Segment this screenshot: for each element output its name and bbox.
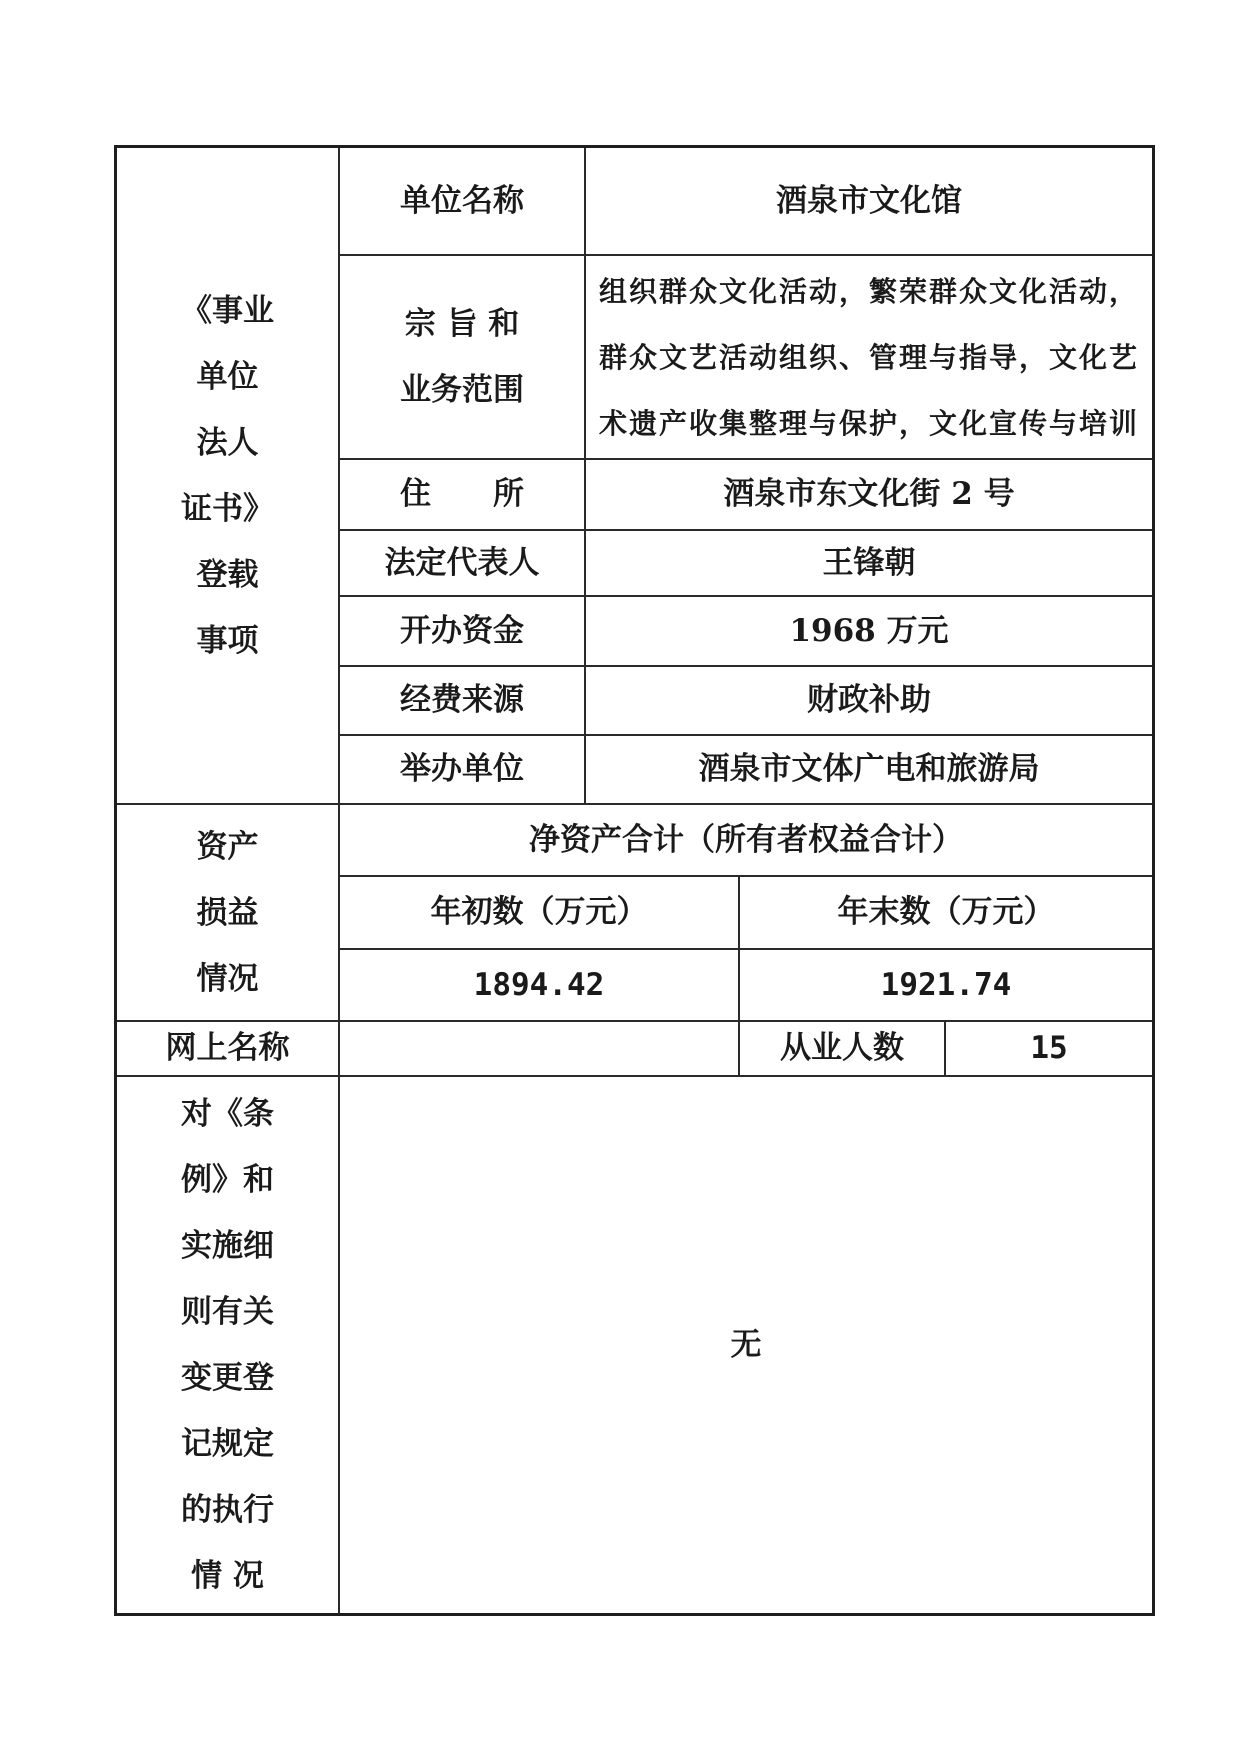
- regulation-compliance-value: 无: [730, 1326, 762, 1363]
- legal-representative-label: 法定代表人: [384, 544, 540, 581]
- begin-year-value: 1894.42: [473, 966, 605, 1003]
- heading-line: 实施细: [181, 1228, 274, 1264]
- scope-line: 组织群众文化活动，繁荣群众文化活动，: [599, 275, 1137, 308]
- end-year-value: 1921.74: [880, 966, 1012, 1003]
- assets-heading: [117, 805, 338, 1020]
- heading-line: 事项: [196, 622, 259, 659]
- sponsor-unit-label: 举办单位: [400, 751, 524, 787]
- address-value: 酒泉市东文化街 2 号: [723, 476, 1015, 512]
- begin-year-label: 年初数（万元）: [430, 894, 648, 930]
- staff-count-value: 15: [1030, 1030, 1068, 1066]
- start-capital-value: 1968 万元: [789, 612, 949, 649]
- heading-line: 例》和: [181, 1162, 274, 1198]
- net-assets-title: 净资产合计（所有者权益合计）: [529, 821, 963, 858]
- heading-line: 《事业: [181, 292, 274, 329]
- address-label: 住 所: [400, 476, 524, 512]
- funding-source-value: 财政补助: [807, 682, 931, 718]
- heading-line: 则有关: [181, 1294, 274, 1330]
- online-name-label: 网上名称: [165, 1030, 290, 1066]
- unit-name-label: 单位名称: [400, 182, 524, 219]
- heading-line: 损益: [196, 894, 259, 931]
- label-line: 宗 旨 和: [404, 306, 520, 342]
- heading-line: 登载: [196, 556, 259, 593]
- certificate-heading: [117, 148, 338, 803]
- regulation-compliance-heading: [117, 1077, 338, 1613]
- unit-name-value: 酒泉市文化馆: [776, 182, 962, 219]
- funding-source-label: 经费来源: [400, 682, 524, 718]
- purpose-scope-label: [340, 256, 584, 458]
- heading-line: 的执行: [181, 1492, 274, 1528]
- purpose-scope-value: [599, 259, 1137, 457]
- scope-line: 群众文艺活动组织、管理与指导，文化艺: [599, 341, 1137, 374]
- heading-line: 变更登: [181, 1360, 274, 1396]
- end-year-label: 年末数（万元）: [837, 894, 1055, 930]
- online-name-value: [340, 1022, 738, 1075]
- heading-line: 法人: [196, 424, 259, 461]
- registration-table: [114, 145, 1155, 1616]
- scope-line: 术遗产收集整理与保护，文化宣传与培训: [599, 407, 1137, 440]
- heading-line: 单位: [196, 358, 259, 395]
- heading-line: 记规定: [181, 1426, 274, 1462]
- staff-count-label: 从业人数: [780, 1030, 904, 1066]
- heading-line: 资产: [196, 828, 259, 865]
- heading-line: 证书》: [181, 490, 274, 527]
- sponsor-unit-value: 酒泉市文体广电和旅游局: [698, 751, 1040, 787]
- heading-line: 对《条: [181, 1096, 274, 1132]
- heading-line: 情况: [196, 960, 259, 997]
- start-capital-label: 开办资金: [400, 612, 524, 649]
- legal-representative-value: 王锋朝: [822, 544, 916, 581]
- label-line: 业务范围: [400, 372, 524, 408]
- heading-line: 情 况: [191, 1558, 264, 1594]
